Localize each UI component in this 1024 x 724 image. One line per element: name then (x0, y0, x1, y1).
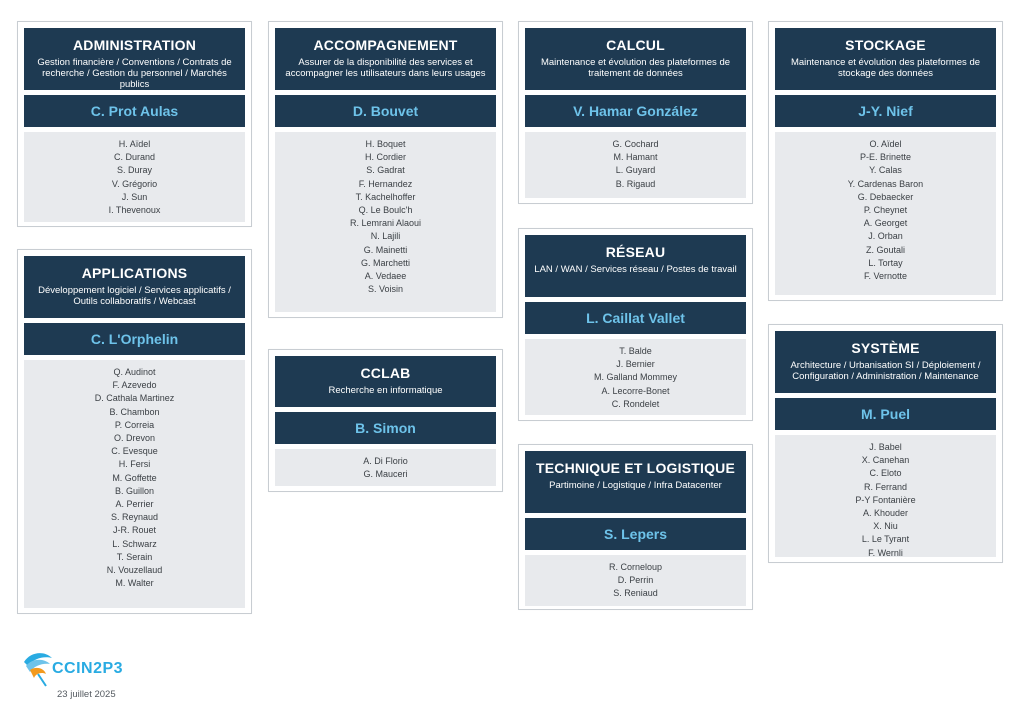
member: P-E. Brinette (859, 152, 912, 163)
unit-lead: M. Puel (775, 398, 996, 430)
member: C. Durand (113, 152, 156, 163)
unit-description: Maintenance et évolution des plateformes de traitement de données (540, 57, 731, 79)
member: T. Serain (116, 551, 153, 562)
unit-members (525, 132, 746, 198)
member: P. Cheynet (863, 205, 908, 216)
unit-lead: C. L'Orphelin (24, 323, 245, 355)
member: A. Vedaee (364, 271, 407, 282)
unit-header (525, 451, 746, 513)
unit-lead: V. Hamar González (525, 95, 746, 127)
member: A. Georget (863, 218, 908, 229)
member: V. Grégorio (111, 178, 158, 189)
member: D. Perrin (617, 575, 654, 586)
unit-members (775, 132, 996, 295)
member: H. Cordier (364, 152, 406, 163)
unit-lead: B. Simon (275, 412, 496, 444)
unit-title: TECHNIQUE ET LOGISTIQUE (535, 460, 736, 476)
member: M. Galland Mommey (593, 372, 678, 383)
unit-description: Développement logiciel / Services applicatifs / Outils collaboratifs / Webcast (38, 285, 231, 307)
unit-technique-logistique (518, 444, 753, 610)
unit-title: ACCOMPAGNEMENT (313, 37, 458, 53)
logo-text: CCIN2P3 (52, 660, 124, 677)
member: F. Hernandez (358, 178, 413, 189)
unit-reseau (518, 228, 753, 421)
member: F. Wernli (868, 547, 903, 558)
unit-description: LAN / WAN / Services réseau / Postes de travail (534, 264, 737, 275)
unit-accompagnement (268, 21, 503, 318)
member: O. Drevon (113, 433, 155, 444)
member: A. Perrier (115, 499, 154, 510)
member: S. Gadrat (366, 165, 405, 176)
member: P. Correia (114, 419, 155, 430)
member: R. Lemrani Alaoui (349, 218, 422, 229)
member: S. Reniaud (613, 588, 658, 599)
unit-description: Assurer de la disponibilité des services et accompagner les utilisateurs dans leurs usages (285, 57, 486, 79)
member: J-R. Rouet (112, 525, 156, 536)
member: B. Chambon (109, 406, 160, 417)
unit-lead: J-Y. Nief (775, 95, 996, 127)
unit-lead: C. Prot Aulas (24, 95, 245, 127)
member: M. Hamant (613, 152, 658, 163)
unit-header (24, 28, 245, 90)
member: H. Fersi (118, 459, 151, 470)
member: N. Lajili (370, 231, 401, 242)
unit-description: Gestion financière / Conventions / Contrats de recherche / Gestion du personnel / Marchés publics (37, 57, 232, 90)
member: I. Thevenoux (108, 205, 161, 216)
unit-administration (17, 21, 252, 227)
unit-header (525, 235, 746, 297)
unit-lead: L. Caillat Vallet (525, 302, 746, 334)
member: X. Niu (873, 521, 898, 532)
member: Z. Goutali (865, 244, 905, 255)
document-date: 23 juillet 2025 (57, 689, 116, 700)
member: T. Balde (619, 346, 652, 356)
member: B. Rigaud (615, 178, 656, 189)
member: A. Di Florio (363, 456, 408, 466)
unit-lead: S. Lepers (525, 518, 746, 550)
member: O. Aïdel (869, 139, 902, 149)
unit-header (525, 28, 746, 90)
member: G. Debaecker (857, 191, 914, 202)
unit-members (275, 449, 496, 486)
member: J. Babel (869, 442, 902, 452)
member: H. Boquet (365, 139, 406, 149)
member: C. Eloto (869, 468, 902, 479)
member: A. Lecorre-Bonet (601, 385, 670, 396)
member: Q. Audinot (113, 367, 156, 377)
member: M. Goffette (112, 472, 157, 483)
member: S. Reynaud (110, 512, 159, 523)
member: Y. Calas (869, 165, 902, 176)
unit-header (775, 28, 996, 90)
member: S. Voisin (367, 284, 404, 295)
member: G. Cochard (612, 139, 659, 149)
unit-title: SYSTÈME (851, 340, 920, 356)
member: M. Walter (115, 578, 154, 589)
unit-members (24, 360, 245, 608)
unit-members (24, 132, 245, 222)
unit-calcul (518, 21, 753, 204)
member: F. Azevedo (112, 380, 157, 391)
unit-header (775, 331, 996, 393)
unit-description: Recherche en informatique (328, 385, 443, 396)
unit-title: RÉSEAU (605, 244, 666, 260)
unit-header (275, 28, 496, 90)
unit-header (275, 356, 496, 407)
member: X. Canehan (861, 455, 910, 466)
member: J. Sun (121, 191, 148, 202)
member: G. Mainetti (363, 244, 408, 255)
member: Y. Cardenas Baron (847, 178, 924, 189)
member: G. Mauceri (363, 469, 408, 480)
member: B. Guillon (114, 485, 155, 496)
member: J. Bernier (616, 359, 655, 370)
member: R. Ferrand (863, 481, 907, 492)
unit-header (24, 256, 245, 318)
unit-stockage (768, 21, 1003, 301)
member: L. Schwarz (112, 538, 157, 549)
unit-title: ADMINISTRATION (72, 37, 197, 53)
unit-applications (17, 249, 252, 614)
unit-title: STOCKAGE (845, 37, 926, 53)
member: S. Duray (116, 165, 152, 176)
unit-description: Partimoine / Logistique / Infra Datacenter (549, 480, 722, 491)
member: T. Kachelhoffer (355, 191, 416, 202)
member: L. Guyard (615, 165, 656, 176)
member: P-Y Fontanière (855, 494, 916, 505)
ccin2p3-logo (22, 648, 142, 688)
unit-title: CCLAB (360, 365, 411, 381)
member: L. Le Tyrant (861, 534, 910, 545)
unit-title: CALCUL (606, 37, 665, 53)
unit-members (525, 339, 746, 415)
unit-lead: D. Bouvet (275, 95, 496, 127)
unit-title: APPLICATIONS (81, 265, 188, 281)
member: L. Tortay (868, 257, 903, 268)
member: C. Evesque (111, 446, 158, 457)
unit-description: Architecture / Urbanisation SI / Déploiement / Configuration / Administration / Maintenance (790, 360, 981, 382)
unit-systeme (768, 324, 1003, 563)
member: A. Khouder (862, 508, 909, 519)
ccin2p3-swirl-icon (22, 648, 56, 688)
unit-members (525, 555, 746, 606)
member: N. Vouzellaud (106, 565, 163, 576)
unit-description: Maintenance et évolution des plateformes de stockage des données (790, 57, 981, 79)
member: C. Rondelet (611, 398, 660, 409)
unit-members (775, 435, 996, 557)
member: F. Vernotte (863, 271, 908, 282)
member: H. Aïdel (118, 139, 151, 149)
member: Q. Le Boulc'h (358, 205, 413, 216)
member: D. Cathala Martinez (94, 393, 175, 404)
member: R. Corneloup (608, 562, 663, 572)
member: J. Orban (868, 231, 903, 242)
member: G. Marchetti (360, 257, 410, 268)
unit-cclab (268, 349, 503, 492)
unit-members (275, 132, 496, 312)
